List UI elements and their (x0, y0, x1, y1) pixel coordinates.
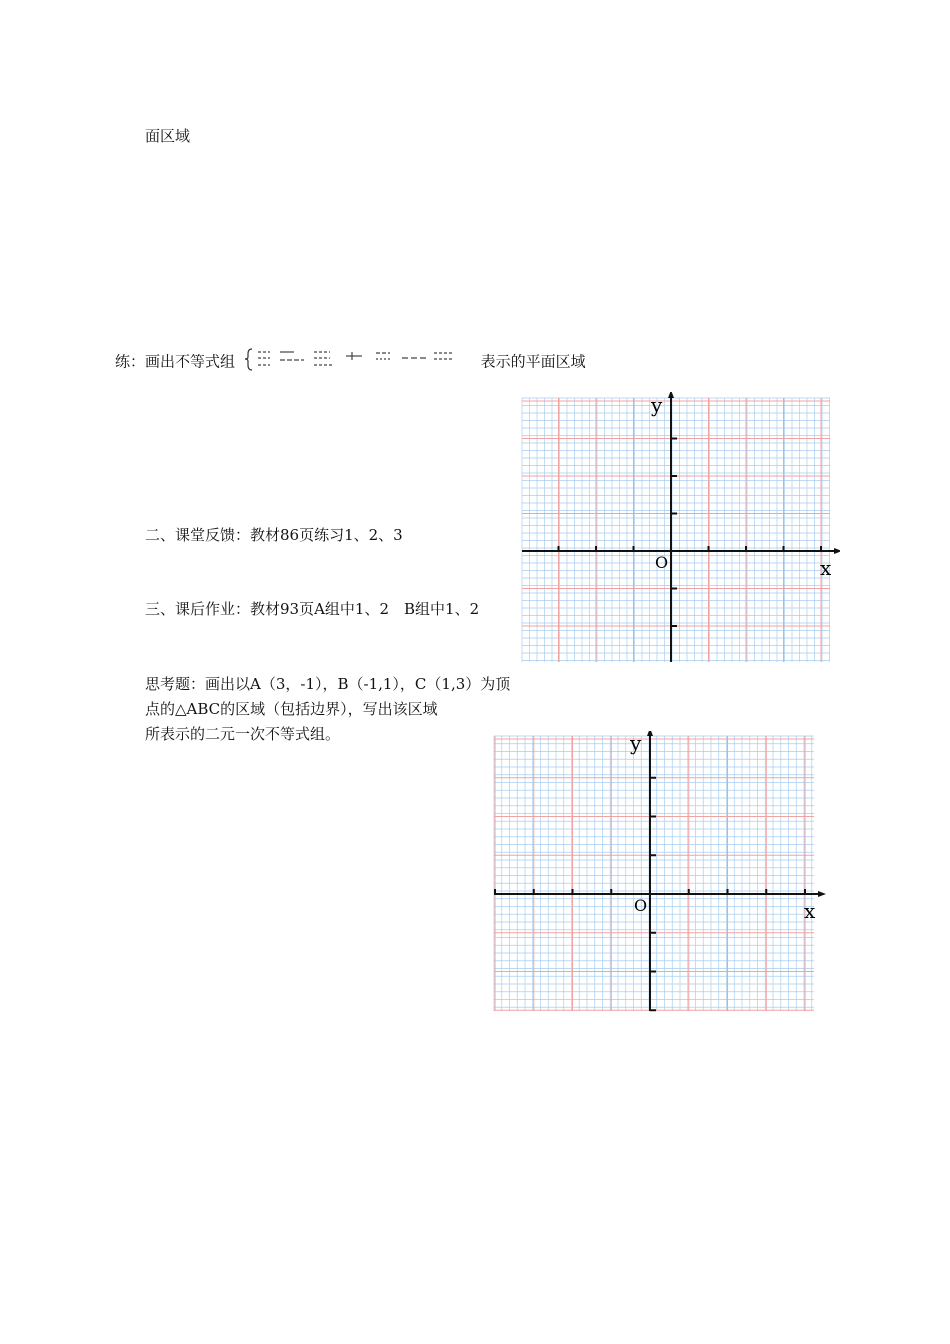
thinking-line-1: 思考题：画出以A（3，-1），B（-1,1），C（1,3）为顶 (145, 675, 511, 693)
inequality-system-image (244, 346, 472, 379)
thinking-line-3: 所表示的二元一次不等式组。 (145, 725, 341, 743)
coordinate-grid-1 (520, 392, 840, 666)
coordinate-grid-2 (492, 731, 826, 1013)
origin-label: O (634, 896, 648, 915)
x-axis-label: x (804, 899, 816, 923)
x-axis-label: x (820, 556, 832, 580)
y-axis-arrow (647, 731, 653, 736)
exercise-prefix: 练：画出不等式组 (115, 352, 236, 371)
homework-line: 三、课后作业：教材93页A组中1、2 B组中1、2 (145, 600, 480, 618)
y-axis-label: y (651, 393, 663, 417)
y-axis-arrow (668, 392, 674, 398)
x-axis-arrow (834, 548, 840, 554)
y-axis-label: y (630, 731, 642, 755)
thinking-line-2: 点的△ABC的区域（包括边界），写出该区域 (145, 700, 438, 718)
exercise-line (115, 346, 586, 379)
x-axis-arrow (818, 891, 826, 897)
feedback-line: 二、课堂反馈：教材86页练习1、2、3 (145, 526, 403, 544)
origin-label: O (655, 553, 669, 572)
exercise-suffix: 表示的平面区域 (480, 352, 586, 371)
axes (494, 731, 826, 1011)
top-fragment: 面区域 (145, 127, 191, 145)
